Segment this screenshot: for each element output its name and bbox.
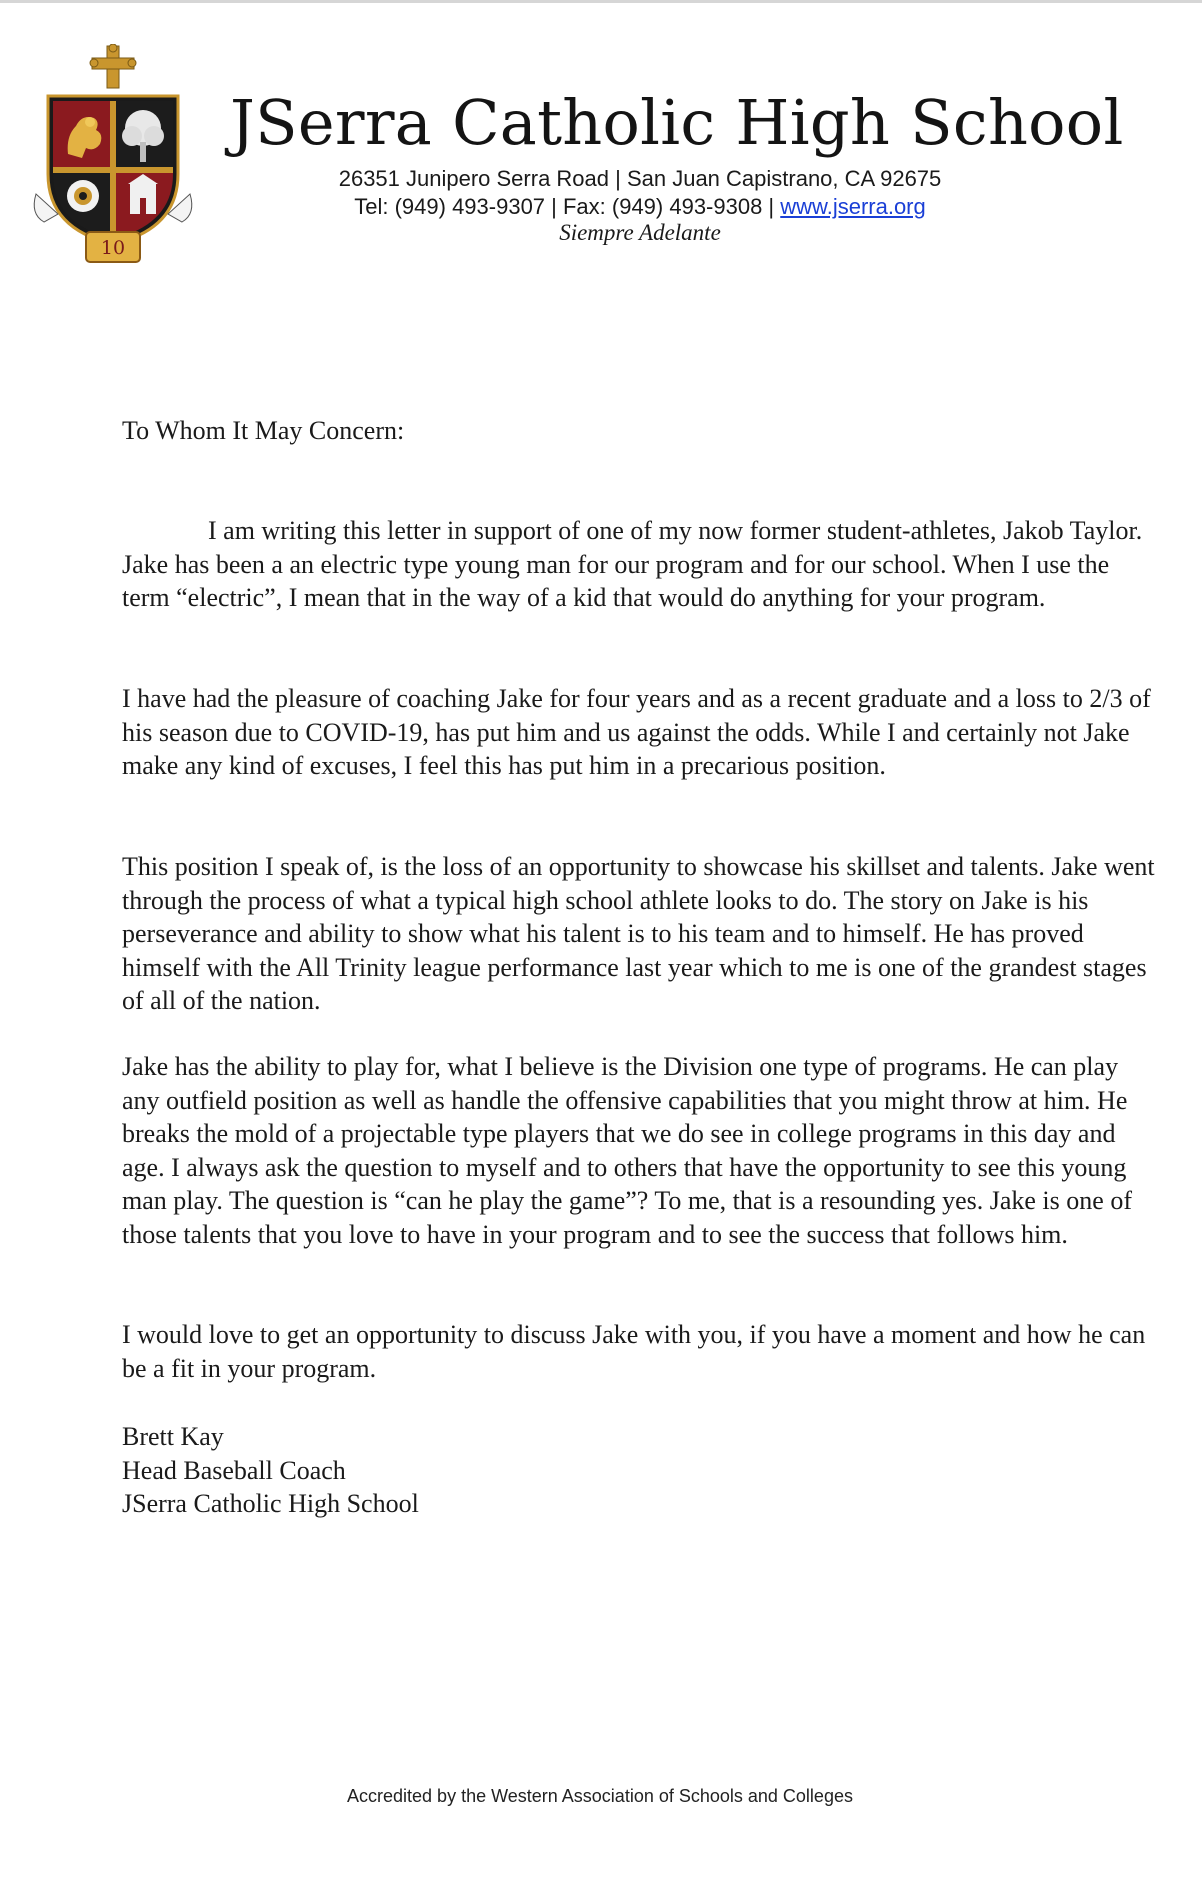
accreditation-footer: Accredited by the Western Association of Schools and Colleges <box>347 1786 853 1806</box>
letter-paragraph-3: This position I speak of, is the loss of an opportunity to showcase his skillset and talents. Jake went through the process of what a typical high school athlete looks to do. The story on Jake is his perseverance and ability to show what his talent is to his team and to himself. He has proved himself with the All Trinity league performance last year which to me is one of the grandest stages of all of the nation. <box>122 852 1155 1015</box>
website-link[interactable]: www.jserra.org <box>780 194 926 219</box>
school-contact <box>240 194 1040 220</box>
top-border <box>0 0 1202 3</box>
letter-paragraph-2: I have had the pleasure of coaching Jake for four years and as a recent graduate and a loss to 2/3 of his season due to COVID-19, has put him and us against the odds. While I and certainly not Jake make any kind of excuses, I feel this has put him in a precarious position. <box>122 684 1151 780</box>
signer-name: Brett Kay <box>122 1422 224 1451</box>
school-motto: Siempre Adelante <box>559 220 721 245</box>
letter-paragraph-5: I would love to get an opportunity to discuss Jake with you, if you have a moment and how he can be a fit in your program. <box>122 1320 1146 1383</box>
cross-icon <box>90 44 136 88</box>
letter-paragraph-1: I am writing this letter in support of one of my now former student-athletes, Jakob Taylor. Jake has been a an electric type young man for our program and for our school. When I use the term “electric”, I mean that in the way of a kid that would do anything for your program. <box>122 516 1143 612</box>
school-name-heading: JSerra Catholic High School <box>230 86 1124 159</box>
phone-fax: Tel: (949) 493-9307 | Fax: (949) 493-9308 | <box>354 194 781 219</box>
signer-school: JSerra Catholic High School <box>122 1489 419 1518</box>
letter-paragraph-4: Jake has the ability to play for, what I believe is the Division one type of programs. He can play any outfield position as well as handle the offensive capabilities that you might throw at him. He breaks the mold of a projectable type players that we do see in college programs in this day and age. I always ask the question to myself and to others that have the opportunity to see this young man play. The question is “can he play the game”? To me, that is a resounding yes. Jake is one of those talents that you love to have in your program and to see the success that follows him. <box>122 1052 1132 1249</box>
school-crest-logo <box>28 44 198 266</box>
salutation: To Whom It May Concern: <box>122 416 405 445</box>
rose-icon <box>67 180 99 212</box>
school-address: 26351 Junipero Serra Road | San Juan Capistrano, CA 92675 <box>338 166 942 191</box>
signer-title: Head Baseball Coach <box>122 1455 346 1485</box>
signature-block <box>122 1420 722 1521</box>
crest-years-badge: 10 <box>100 237 126 259</box>
